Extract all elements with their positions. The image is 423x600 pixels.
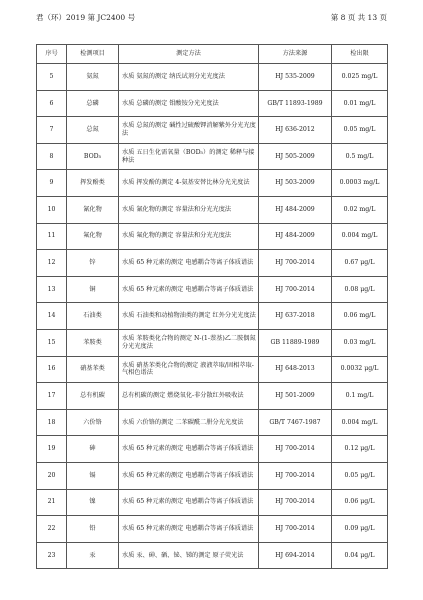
cell-item: 氟化物 <box>67 223 119 250</box>
cell-item: BOD₅ <box>67 143 119 170</box>
cell-limit: 0.67 μg/L <box>332 250 388 277</box>
cell-limit: 0.004 mg/L <box>332 409 388 436</box>
cell-method: 水质 65 种元素的测定 电感耦合等离子体质谱法 <box>119 436 259 463</box>
cell-method: 水质 65 种元素的测定 电感耦合等离子体质谱法 <box>119 462 259 489</box>
table-row <box>37 516 388 543</box>
table-row <box>37 462 388 489</box>
cell-source: HJ 648-2013 <box>259 356 332 383</box>
cell-item: 锌 <box>67 250 119 277</box>
cell-method: 水质 石油类和动植物油类的测定 红外分光光度法 <box>119 303 259 330</box>
col-header-limit: 检出限 <box>332 45 388 64</box>
cell-method: 水质 硝基苯类化合物的测定 液液萃取/固相萃取-气相色谱法 <box>119 356 259 383</box>
cell-no: 12 <box>37 250 67 277</box>
cell-method: 水质 苯胺类化合物的测定 N-(1-萘基)乙二胺偶氮分光光度法 <box>119 329 259 356</box>
col-header-method: 测定方法 <box>119 45 259 64</box>
cell-item: 汞 <box>67 542 119 569</box>
cell-limit: 0.004 mg/L <box>332 223 388 250</box>
cell-source: HJ 636-2012 <box>259 117 332 144</box>
report-number: 君（环）2019 第 JC2400 号 <box>36 13 136 22</box>
table-row <box>37 356 388 383</box>
cell-no: 21 <box>37 489 67 516</box>
cell-method: 水质 五日生化需氧量（BOD₅）的测定 稀释与接种法 <box>119 143 259 170</box>
cell-item: 镍 <box>67 489 119 516</box>
cell-source: HJ 700-2014 <box>259 462 332 489</box>
table-row <box>37 436 388 463</box>
page-number: 第 8 页 共 13 页 <box>330 13 387 22</box>
cell-source: HJ 501-2009 <box>259 383 332 410</box>
cell-source: HJ 505-2009 <box>259 143 332 170</box>
cell-method: 水质 总磷的测定 钼酸铵分光光度法 <box>119 90 259 117</box>
cell-no: 6 <box>37 90 67 117</box>
cell-item: 镉 <box>67 462 119 489</box>
cell-item: 苯胺类 <box>67 329 119 356</box>
cell-limit: 0.02 mg/L <box>332 196 388 223</box>
cell-item: 挥发酚类 <box>67 170 119 197</box>
cell-method: 总有机碳的测定 燃烧氧化-非分散红外吸收法 <box>119 383 259 410</box>
cell-source: HJ 700-2014 <box>259 276 332 303</box>
cell-method: 水质 六价铬的测定 二苯碳酰二肼分光光度法 <box>119 409 259 436</box>
cell-limit: 0.025 mg/L <box>332 64 388 91</box>
cell-item: 硝基苯类 <box>67 356 119 383</box>
table-row <box>37 143 388 170</box>
cell-no: 10 <box>37 196 67 223</box>
cell-method: 水质 65 种元素的测定 电感耦合等离子体质谱法 <box>119 489 259 516</box>
cell-source: GB 11889-1989 <box>259 329 332 356</box>
cell-source: GB/T 7467-1987 <box>259 409 332 436</box>
cell-no: 16 <box>37 356 67 383</box>
cell-item: 总磷 <box>67 90 119 117</box>
cell-no: 23 <box>37 542 67 569</box>
cell-no: 18 <box>37 409 67 436</box>
col-header-source: 方法来源 <box>259 45 332 64</box>
cell-limit: 0.05 μg/L <box>332 462 388 489</box>
cell-method: 水质 氟化物的测定 容量法和分光光度法 <box>119 223 259 250</box>
cell-method: 水质 挥发酚的测定 4-氨基安替比林分光光度法 <box>119 170 259 197</box>
cell-no: 19 <box>37 436 67 463</box>
cell-no: 22 <box>37 516 67 543</box>
cell-no: 13 <box>37 276 67 303</box>
cell-limit: 0.01 mg/L <box>332 90 388 117</box>
cell-limit: 0.06 mg/L <box>332 303 388 330</box>
cell-limit: 0.08 μg/L <box>332 276 388 303</box>
cell-item: 六价铬 <box>67 409 119 436</box>
table-row <box>37 489 388 516</box>
cell-item: 铜 <box>67 276 119 303</box>
cell-method: 水质 65 种元素的测定 电感耦合等离子体质谱法 <box>119 516 259 543</box>
cell-source: HJ 503-2009 <box>259 170 332 197</box>
cell-source: HJ 637-2018 <box>259 303 332 330</box>
table-header-row <box>37 45 388 64</box>
cell-source: HJ 700-2014 <box>259 250 332 277</box>
cell-method: 水质 汞、砷、硒、铋、锑的测定 原子荧光法 <box>119 542 259 569</box>
cell-item: 总有机碳 <box>67 383 119 410</box>
cell-source: HJ 700-2014 <box>259 516 332 543</box>
cell-limit: 0.5 mg/L <box>332 143 388 170</box>
cell-item: 铅 <box>67 516 119 543</box>
cell-source: HJ 535-2009 <box>259 64 332 91</box>
cell-limit: 0.0003 mg/L <box>332 170 388 197</box>
table-row <box>37 223 388 250</box>
table-row <box>37 90 388 117</box>
table-row <box>37 276 388 303</box>
table-row <box>37 170 388 197</box>
cell-no: 5 <box>37 64 67 91</box>
cell-source: HJ 700-2014 <box>259 436 332 463</box>
table-row <box>37 383 388 410</box>
cell-item: 氰化物 <box>67 196 119 223</box>
cell-method: 水质 总氮的测定 碱性过硫酸钾消解紫外分光光度法 <box>119 117 259 144</box>
cell-no: 15 <box>37 329 67 356</box>
cell-source: HJ 700-2014 <box>259 489 332 516</box>
test-methods-table <box>36 44 388 569</box>
cell-source: HJ 484-2009 <box>259 196 332 223</box>
col-header-item: 检测项目 <box>67 45 119 64</box>
cell-method: 水质 65 种元素的测定 电感耦合等离子体质谱法 <box>119 250 259 277</box>
cell-source: HJ 694-2014 <box>259 542 332 569</box>
cell-method: 水质 65 种元素的测定 电感耦合等离子体质谱法 <box>119 276 259 303</box>
cell-limit: 0.12 μg/L <box>332 436 388 463</box>
table-row <box>37 329 388 356</box>
cell-item: 石油类 <box>67 303 119 330</box>
cell-limit: 0.0032 μg/L <box>332 356 388 383</box>
cell-no: 11 <box>37 223 67 250</box>
table-body <box>37 64 388 569</box>
cell-limit: 0.06 μg/L <box>332 489 388 516</box>
cell-limit: 0.1 mg/L <box>332 383 388 410</box>
cell-no: 17 <box>37 383 67 410</box>
cell-limit: 0.09 μg/L <box>332 516 388 543</box>
cell-limit: 0.05 mg/L <box>332 117 388 144</box>
table-row <box>37 117 388 144</box>
table-row <box>37 64 388 91</box>
cell-no: 14 <box>37 303 67 330</box>
col-header-no: 序号 <box>37 45 67 64</box>
cell-limit: 0.04 μg/L <box>332 542 388 569</box>
table-row <box>37 303 388 330</box>
cell-item: 砷 <box>67 436 119 463</box>
table-row <box>37 409 388 436</box>
cell-no: 8 <box>37 143 67 170</box>
cell-item: 总氮 <box>67 117 119 144</box>
page-header <box>36 12 387 26</box>
cell-method: 水质 氰化物的测定 容量法和分光光度法 <box>119 196 259 223</box>
table-row <box>37 542 388 569</box>
cell-method: 水质 氨氮的测定 纳氏试剂分光光度法 <box>119 64 259 91</box>
cell-limit: 0.03 mg/L <box>332 329 388 356</box>
cell-item: 氨氮 <box>67 64 119 91</box>
cell-no: 9 <box>37 170 67 197</box>
cell-source: HJ 484-2009 <box>259 223 332 250</box>
cell-source: GB/T 11893-1989 <box>259 90 332 117</box>
cell-no: 20 <box>37 462 67 489</box>
table-row <box>37 250 388 277</box>
table-row <box>37 196 388 223</box>
cell-no: 7 <box>37 117 67 144</box>
